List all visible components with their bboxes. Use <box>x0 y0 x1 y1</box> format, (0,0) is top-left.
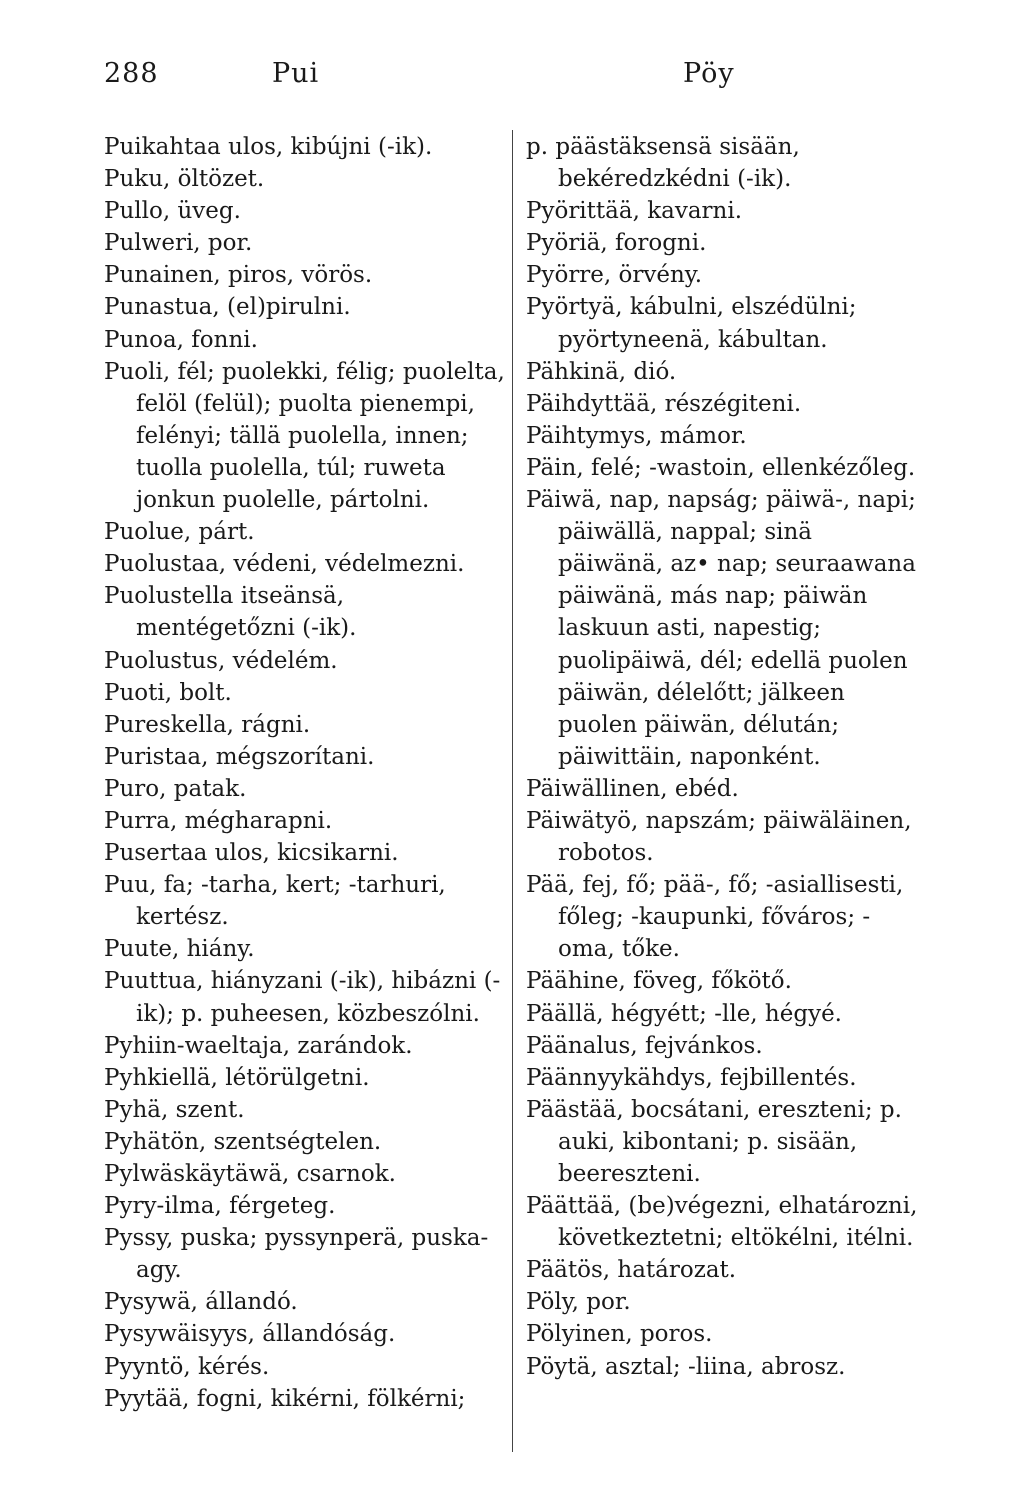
dictionary-entry: Puku, öltözet. <box>104 166 265 193</box>
dictionary-entry: Päihtymys, mámor. <box>526 422 747 449</box>
dictionary-entry: Pulweri, por. <box>104 230 253 257</box>
dictionary-entry: Päin, felé; -wastoin, ellenkézőleg. <box>526 454 916 481</box>
left-guide-word: Pui <box>272 58 320 89</box>
dictionary-entry: Pyörre, örvény. <box>526 262 703 289</box>
dictionary-entry: Pyörtyä, kábulni, elszédülni; pyörtyneenä, kábultan. <box>526 294 857 353</box>
dictionary-entry: Puikahtaa ulos, kibújni (-ik). <box>104 134 433 160</box>
dictionary-entry: Pyhä, szent. <box>104 1096 245 1123</box>
dictionary-entry: p. päästäksensä sisään, bekéredzkédni (-ik). <box>526 134 800 193</box>
dictionary-entry: Pyöriä, forogni. <box>526 230 707 257</box>
dictionary-entry: Pyssy, puska; pyssynperä, puska-agy. <box>104 1225 489 1284</box>
dictionary-entry: Puristaa, mégszorítani. <box>104 743 375 770</box>
dictionary-entry: Puoli, fél; puolekki, félig; puolelta, felöl (felül); puolta pienempi, felényi; tällä puolella, innen; tuolla puolella, túl; ruweta jonkun puolelle, pártolni. <box>104 358 505 514</box>
dictionary-entry: Pölyinen, poros. <box>526 1321 713 1348</box>
dictionary-entry: Pyhätön, szentségtelen. <box>104 1128 382 1155</box>
dictionary-entry: Päähine, föveg, főkötő. <box>526 968 792 995</box>
dictionary-entry: Pyörittää, kavarni. <box>526 198 743 225</box>
dictionary-entry: Päänalus, fejvánkos. <box>526 1032 763 1059</box>
dictionary-entry: Punastua, (el)pirulni. <box>104 294 351 321</box>
dictionary-entry: Pää, fej, fő; pää-, fő; -asiallisesti, főleg; -kaupunki, főváros; -oma, tőke. <box>526 872 904 963</box>
dictionary-entry: Päätös, határozat. <box>526 1257 737 1284</box>
dictionary-entry: Päällä, hégyétt; -lle, hégyé. <box>526 1000 842 1027</box>
dictionary-entry: Puolustaa, védeni, védelmezni. <box>104 551 465 578</box>
dictionary-entry: Purra, mégharapni. <box>104 807 333 834</box>
dictionary-entry: Puoti, bolt. <box>104 679 232 706</box>
dictionary-entry: Päättää, (be)végezni, elhatározni, következtetni; eltökélni, itélni. <box>526 1193 918 1252</box>
right-column <box>526 131 922 1383</box>
dictionary-entry: Pyhiin-waeltaja, zarándok. <box>104 1032 413 1059</box>
dictionary-entry: Päännyykähdys, fejbillentés. <box>526 1064 857 1091</box>
dictionary-entry: Puute, hiány. <box>104 936 255 963</box>
column-divider <box>512 130 513 1452</box>
dictionary-entry: Päiwätyö, napszám; päiwäläinen, robotos. <box>526 807 912 867</box>
dictionary-entry: Päiwällinen, ebéd. <box>526 775 739 802</box>
dictionary-entry: Pöytä, asztal; -liina, abrosz. <box>526 1353 846 1380</box>
dictionary-entry: Puro, patak. <box>104 775 247 802</box>
page-number: 288 <box>104 58 159 89</box>
dictionary-entry: Pyyntö, kérés. <box>104 1353 270 1380</box>
dictionary-entry: Puu, fa; -tarha, kert; -tarhuri, kertész. <box>104 872 446 931</box>
dictionary-entry: Punainen, piros, vörös. <box>104 262 373 289</box>
dictionary-entry: Päihdyttää, részégiteni. <box>526 390 802 417</box>
dictionary-entry: Puolue, párt. <box>104 519 255 546</box>
dictionary-entry: Pusertaa ulos, kicsikarni. <box>104 840 399 867</box>
dictionary-entry: Puuttua, hiányzani (-ik), hibázni (-ik); p. puheesen, közbeszólni. <box>104 968 501 1027</box>
left-column <box>104 131 506 1415</box>
dictionary-entry: Puolustella itseänsä, mentégetőzni (-ik). <box>104 583 357 642</box>
dictionary-entry: Puolustus, védelém. <box>104 647 338 674</box>
dictionary-entry: Pysywä, állandó. <box>104 1289 298 1316</box>
dictionary-entry: Pyry-ilma, férgeteg. <box>104 1193 336 1220</box>
dictionary-entry: Pöly, por. <box>526 1289 631 1316</box>
dictionary-entry: Punoa, fonni. <box>104 326 258 353</box>
right-guide-word: Pöy <box>683 58 735 89</box>
dictionary-entry: Pähkinä, dió. <box>526 358 677 385</box>
dictionary-entry: Pyytää, fogni, kikérni, fölkérni; <box>104 1385 466 1412</box>
dictionary-entry: Pullo, üveg. <box>104 198 241 225</box>
dictionary-entry: Pysywäisyys, állandóság. <box>104 1321 396 1348</box>
dictionary-entry: Pureskella, rágni. <box>104 711 311 738</box>
dictionary-entry: Pylwäskäytäwä, csarnok. <box>104 1161 396 1187</box>
dictionary-entry: Pyhkiellä, létörülgetni. <box>104 1064 370 1091</box>
dictionary-entry: Päästää, bocsátani, ereszteni; p. auki, kibontani; p. sisään, beereszteni. <box>526 1096 902 1187</box>
dictionary-entry: Päiwä, nap, napság; päiwä-, napi; päiwällä, nappal; sinä päiwänä, az• nap; seuraawana päiwänä, más nap; päiwän laskuun asti, napestig; puolipäiwä, dél; edellä puolen päiwän, délelőtt; jälkeen puolen päiwän, délután; päiwittäin, naponként. <box>526 487 916 770</box>
